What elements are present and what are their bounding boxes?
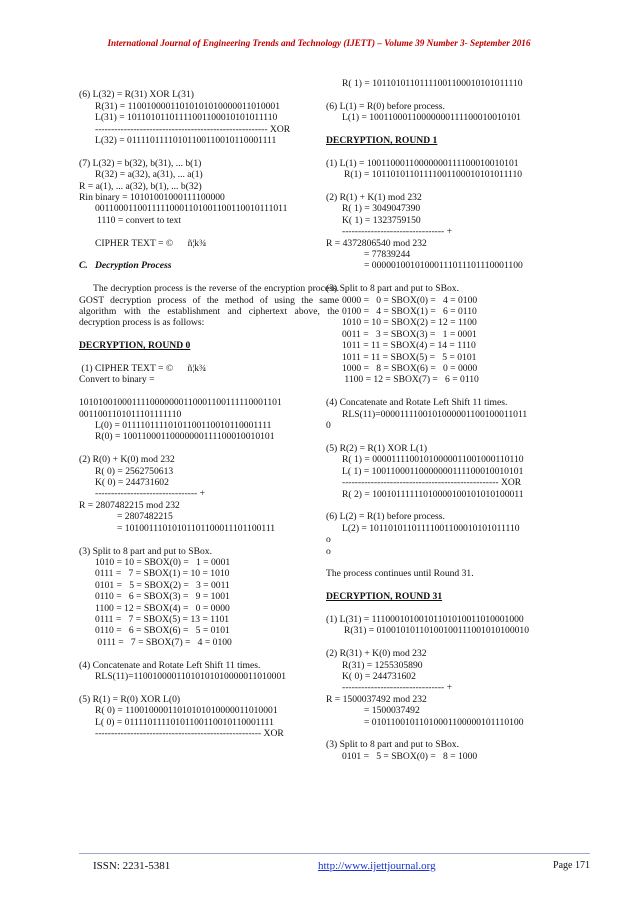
text-line: 0101 = 5 = SBOX(2) = 3 = 0011 (95, 579, 230, 591)
text-line: (4) Concatenate and Rotate Left Shift 11 times. (79, 659, 261, 671)
text-line: 1110 = convert to text (97, 214, 182, 226)
text-line: (2) R(1) + K(1) mod 232 (326, 192, 422, 203)
text-line: 1011 = 11 = SBOX(5) = 5 = 0101 (342, 351, 477, 363)
text-line: 0111 = 7 = SBOX(1) = 10 = 1010 (95, 568, 230, 580)
section-heading: DECRYPTION, ROUND 31 (326, 591, 443, 603)
text-line: R(31) = 1255305890 (342, 659, 423, 671)
text-line: 0011 = 3 = SBOX(3) = 1 = 0001 (342, 328, 477, 340)
text-line: L(0) = 01111011110101100110010110001111 (95, 420, 272, 432)
blank-line (79, 226, 339, 237)
blank-line (326, 603, 590, 614)
text-line: 0111 = 7 = SBOX(5) = 13 = 1101 (95, 613, 230, 625)
text-line: L(32) = 01111011110101100110010110001111 (95, 135, 277, 147)
text-line: (6) L(2) = R(1) before process. (326, 511, 445, 523)
text-line: -------------------------------- + (342, 682, 453, 694)
text-line: R( 1) = 3049047390 (342, 203, 421, 215)
text-line: R = 2807482215 mod 232 (79, 499, 180, 511)
blank-line (326, 181, 590, 192)
blank-line (79, 329, 339, 340)
text-line: RLS(11)=0000111100101000001100100011011 (342, 408, 528, 420)
text-line: = 77839244 (364, 249, 411, 261)
text-line: L(2) = 10110101101111001100010101011110 (342, 522, 520, 534)
blank-line (326, 272, 590, 283)
blank-line (326, 580, 590, 591)
text-line: (6) L(32) = R(31) XOR L(31) (79, 89, 194, 101)
blank-line (79, 249, 339, 260)
text-line: K( 0) = 244731602 (95, 477, 169, 489)
text-line: -------------------------------- + (342, 226, 453, 238)
text-line: -------------------------------- + (95, 488, 206, 500)
journal-header: International Journal of Engineering Trends and Technology (IJETT) – Volume 39 Number 3- September 2016 (107, 38, 531, 48)
text-line: 00110001100111110001101001100110010111011 (95, 203, 288, 215)
text-line: CIPHER TEXT = © ñ¦k¾ (95, 237, 207, 249)
text-line: = 00000100101000111011101110001100 (364, 260, 523, 272)
section-heading: DECRYPTION, ROUND 1 (326, 135, 438, 146)
text-line: L(31) = 10110101101111001100010101011110 (95, 112, 278, 124)
blank-line (79, 146, 339, 157)
text-line: R( 0) = 11001000011010101010000011010001 (95, 705, 278, 717)
text-line: L( 1) = 10011000110000000111100010010101 (342, 465, 524, 477)
text-line: 0011001101011101111110 (79, 408, 182, 420)
text-line: o (326, 534, 331, 546)
page-number: Page 171 (553, 860, 590, 871)
section-heading: DECRYPTION, ROUND 0 (79, 340, 191, 352)
right-column (326, 78, 590, 762)
text-line: = 1500037492 (364, 705, 420, 717)
text-line: L( 0) = 01111011110101100110010110001111 (95, 716, 274, 728)
text-line: (7) L(32) = b(32), b(31), ... b(1) (79, 157, 202, 169)
text-line: o (326, 545, 331, 557)
blank-line (79, 534, 339, 545)
text-line: R( 1) = 10110101101111001100010101011110 (342, 78, 523, 89)
blank-line (326, 557, 590, 568)
blank-line (79, 78, 339, 89)
text-line: L(1) = 10011000110000000111100010010101 (342, 112, 521, 124)
text-line: 1011 = 11 = SBOX(4) = 14 = 1110 (342, 340, 476, 352)
body-paragraph: The decryption process is the reverse of the encryption process. GOST decryption process of the method of using the same algorithm with the establishment and ciphertext above, the decryption process is as follows: (79, 283, 339, 329)
text-line: (3) Split to 8 part and put to SBox. (79, 545, 212, 557)
text-line: The process continues until Round 31. (326, 568, 474, 580)
text-line: ---------------------------------------------------- XOR (95, 727, 284, 739)
text-line: 0000 = 0 = SBOX(0) = 4 = 0100 (342, 294, 478, 306)
text-line: R(31) = 11001000011010101010000011010001 (95, 100, 281, 112)
text-line: (1) L(31) = 11100010100101101010011010001000 (326, 613, 524, 625)
issn-label: ISSN: 2231-5381 (93, 860, 171, 872)
text-line: 1010 = 10 = SBOX(2) = 12 = 1100 (342, 317, 477, 329)
text-line: ------------------------------------------------- XOR (342, 477, 522, 489)
blank-line (326, 637, 590, 648)
text-line: Convert to binary = (79, 374, 155, 386)
blank-line (326, 89, 590, 100)
text-line: (6) L(1) = R(0) before process. (326, 100, 445, 112)
text-line: = 01011001011010001100000101110100 (364, 716, 524, 728)
text-line: (3) Split to 8 part and put to SBox. (326, 739, 459, 751)
text-line: R(32) = a(32), a(31), ... a(1) (95, 169, 203, 181)
text-line: R( 0) = 2562750613 (95, 465, 174, 477)
text-line: R(1) = 10110101101111001100010101011110 (344, 169, 523, 181)
blank-line (79, 443, 339, 454)
blank-line (79, 386, 339, 397)
text-line: 1100 = 12 = SBOX(4) = 0 = 0000 (95, 602, 230, 614)
text-line: (3) Split to 8 part and put to SBox. (326, 283, 459, 295)
text-line: R(31) = 01001010110100100111001010100010 (344, 625, 530, 637)
journal-link[interactable]: http://www.ijettjournal.org (318, 860, 436, 872)
text-line: RLS(11)=11001000011010101010000011010001 (95, 670, 287, 682)
blank-line (79, 682, 339, 693)
text-line: = 2807482215 (117, 511, 173, 523)
blank-line (79, 272, 339, 283)
text-line: 0 (326, 420, 331, 432)
text-line: 1010100100011110000000110001100111110001101 (79, 397, 282, 409)
text-line: (5) R(2) = R(1) XOR L(1) (326, 442, 428, 454)
text-line: (1) L(1) = 10011000110000000111100010010101 (326, 157, 519, 169)
blank-line (326, 124, 590, 135)
text-line: ------------------------------------------------------ XOR (95, 123, 291, 135)
text-line: 1100 = 12 = SBOX(7) = 6 = 0110 (342, 374, 479, 386)
text-line: K( 1) = 1323759150 (342, 214, 421, 226)
text-line: R = a(1), ... a(32), b(1), ... b(32) (79, 180, 202, 192)
left-column (79, 78, 339, 739)
text-line: R( 2) = 10010111111010000100101010100011 (342, 488, 524, 500)
blank-line (326, 386, 590, 397)
blank-line (326, 728, 590, 739)
blank-line (79, 648, 339, 659)
text-line: R = 4372806540 mod 232 (326, 237, 427, 249)
text-line: 1010 = 10 = SBOX(0) = 1 = 0001 (95, 556, 231, 568)
text-line: (2) R(0) + K(0) mod 232 (79, 454, 175, 466)
blank-line (326, 146, 590, 157)
text-line: R( 1) = 00001111001010000011001000110110 (342, 454, 524, 466)
text-line: Rin binary = 10101001000111100000 (79, 192, 225, 204)
text-line: 1000 = 8 = SBOX(6) = 0 = 0000 (342, 363, 478, 375)
text-line: = 10100111010101101100011101100111 (117, 522, 276, 534)
text-line: R = 1500037492 mod 232 (326, 693, 427, 705)
blank-line (326, 500, 590, 511)
text-line: 0100 = 4 = SBOX(1) = 6 = 0110 (342, 306, 477, 318)
subsection-title: C. Decryption Process (79, 260, 172, 272)
text-line: (2) R(31) + K(0) mod 232 (326, 648, 427, 660)
text-line: K( 0) = 244731602 (342, 670, 416, 682)
text-line: (5) R(1) = R(0) XOR L(0) (79, 693, 181, 705)
blank-line (79, 352, 339, 363)
page-footer (79, 853, 590, 872)
text-line: 0101 = 5 = SBOX(0) = 8 = 1000 (342, 750, 478, 762)
text-line: (4) Concatenate and Rotate Left Shift 11 times. (326, 397, 508, 409)
text-line: R(0) = 10011000110000000111100010010101 (95, 431, 275, 443)
text-line: 0111 = 7 = SBOX(7) = 4 = 0100 (95, 636, 232, 648)
text-line: 0110 = 6 = SBOX(3) = 9 = 1001 (95, 591, 230, 603)
text-line: 0110 = 6 = SBOX(6) = 5 = 0101 (95, 625, 230, 637)
text-line: (1) CIPHER TEXT = © ñ¦k¾ (79, 363, 207, 375)
blank-line (326, 432, 590, 443)
